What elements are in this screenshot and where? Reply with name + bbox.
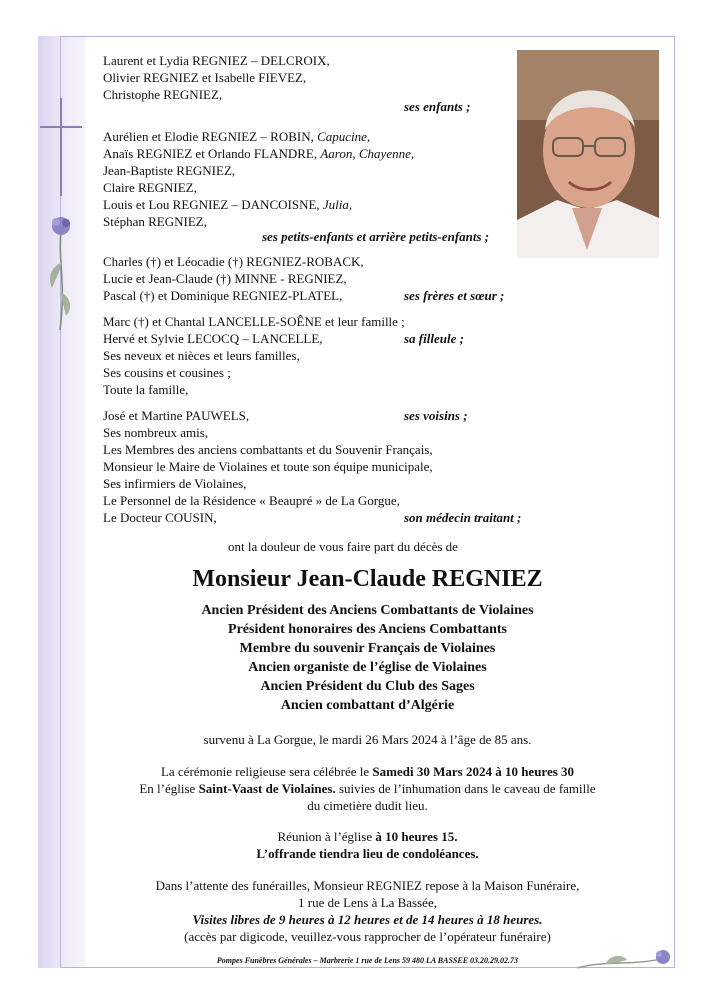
cross-icon-bar — [40, 126, 82, 128]
death-details: survenu à La Gorgue, le mardi 26 Mars 2024 à l’âge de 85 ans. — [203, 732, 532, 747]
cross-icon — [60, 98, 62, 196]
ceremony-line: La cérémonie religieuse sera célébrée le Samedi 30 Mars 2024 à 10 heures 30 — [160, 764, 575, 779]
family-line: José et Martine PAUWELS, — [103, 408, 250, 423]
family-line: Toute la famille, — [103, 382, 189, 397]
portrait-image — [517, 50, 659, 258]
deceased-title: Membre du souvenir Français de Violaines — [239, 641, 496, 656]
role-label: ses petits-enfants et arrière petits-enfants ; — [262, 229, 490, 244]
deceased-title: Président honoraires des Anciens Combattants — [228, 622, 507, 637]
family-line: Le Personnel de la Résidence « Beaupré » de La Gorgue, — [103, 493, 400, 508]
family-line: Charles (†) et Léocadie (†) REGNIEZ-ROBACK, — [103, 254, 364, 269]
role-label: sa filleule ; — [404, 331, 464, 346]
footer-credit: Pompes Funèbres Générales – Marbrerie 1 rue de Lens 59 480 LA BASSEE 03.20.29.02.73 — [216, 956, 519, 965]
family-line: Ses nombreux amis, — [103, 425, 209, 440]
announcement: ont la douleur de vous faire part du décès de — [228, 539, 458, 554]
family-line: Claire REGNIEZ, — [103, 180, 197, 195]
family-line: Hervé et Sylvie LECOCQ – LANCELLE, — [103, 331, 323, 346]
role-label: ses voisins ; — [404, 408, 468, 423]
meeting-line: Réunion à l’église à 10 heures 15. — [277, 829, 458, 844]
portrait-photo — [517, 50, 659, 258]
funeral-home-line: Dans l’attente des funérailles, Monsieur REGNIEZ repose à la Maison Funéraire, — [155, 878, 580, 893]
family-line: Ses infirmiers de Violaines, — [103, 476, 247, 491]
family-line: Lucie et Jean-Claude (†) MINNE - REGNIEZ, — [103, 271, 347, 286]
deceased-title: Ancien combattant d’Algérie — [280, 698, 455, 713]
family-line: Louis et Lou REGNIEZ – DANCOISNE, Julia, — [103, 197, 353, 212]
deceased-title: Ancien Président des Anciens Combattants de Violaines — [201, 603, 534, 618]
family-line: Monsieur le Maire de Violaines et toute son équipe municipale, — [103, 459, 433, 474]
family-line: Anaïs REGNIEZ et Orlando FLANDRE, Aaron, Chayenne, — [103, 146, 415, 161]
flower-icon — [44, 212, 78, 332]
role-label: son médecin traitant ; — [404, 510, 522, 525]
family-line: Les Membres des anciens combattants et du Souvenir Français, — [103, 442, 433, 457]
family-line: Marc (†) et Chantal LANCELLE-SOÊNE et leur famille ; — [103, 314, 405, 329]
family-line: Ses cousins et cousines ; — [103, 365, 231, 380]
ceremony-line: du cimetière dudit lieu. — [307, 798, 428, 813]
family-line: Aurélien et Elodie REGNIEZ – ROBIN, Capucine, — [103, 129, 371, 144]
family-line: Laurent et Lydia REGNIEZ – DELCROIX, — [103, 53, 330, 68]
deceased-title: Ancien Président du Club des Sages — [260, 679, 475, 694]
funeral-home-address: 1 rue de Lens à La Bassée, — [298, 895, 437, 910]
family-line: Le Docteur COUSIN, — [103, 510, 217, 525]
family-line: Olivier REGNIEZ et Isabelle FIEVEZ, — [103, 70, 307, 85]
family-line: Stéphan REGNIEZ, — [103, 214, 207, 229]
deceased-title: Ancien organiste de l’église de Violaines — [248, 660, 487, 675]
family-line: Jean-Baptiste REGNIEZ, — [103, 163, 236, 178]
visiting-hours: Visites libres de 9 heures à 12 heures et de 14 heures à 18 heures. — [192, 912, 543, 927]
deceased-name: Monsieur Jean-Claude REGNIEZ — [192, 566, 543, 592]
role-label: ses enfants ; — [404, 99, 471, 114]
role-label: ses frères et sœur ; — [404, 288, 505, 303]
offering-line: L’offrande tiendra lieu de condoléances. — [256, 846, 479, 861]
family-line: Pascal (†) et Dominique REGNIEZ-PLATEL, — [103, 288, 343, 303]
family-line: Ses neveux et nièces et leurs familles, — [103, 348, 300, 363]
ceremony-line: En l’église Saint-Vaast de Violaines. suivies de l’inhumation dans le caveau de famille — [139, 781, 596, 796]
family-line: Christophe REGNIEZ, — [103, 87, 223, 102]
access-note: (accès par digicode, veuillez-vous rapprocher de l’opérateur funéraire) — [184, 929, 551, 944]
